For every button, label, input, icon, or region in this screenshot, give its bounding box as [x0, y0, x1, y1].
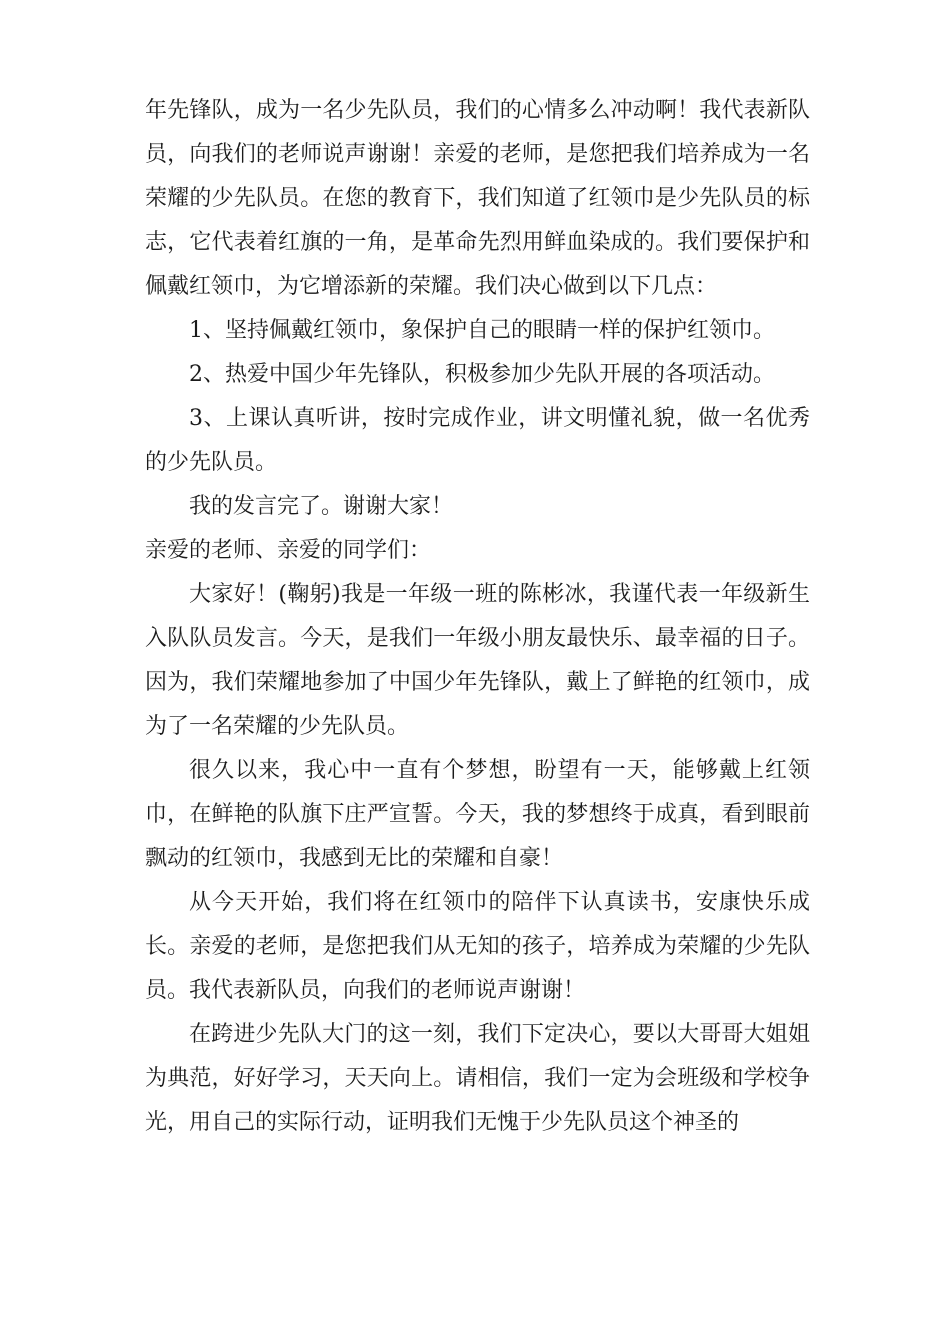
paragraph-greeting: 大家好！(鞠躬)我是一年级一班的陈彬冰，我谨代表一年级新生入队队员发言。今天，是我们一年级小朋友最快乐、最幸福的日子。因为，我们荣耀地参加了中国少年先锋队，戴上了鲜艳的红领巾，成为了一名荣耀的少先队员。	[145, 582, 810, 739]
document-page	[145, 89, 810, 1145]
paragraph-from-today: 从今天开始，我们将在红领巾的陪伴下认真读书，安康快乐成长。亲爱的老师，是您把我们从无知的孩子，培养成为荣耀的少先队员。我代表新队员，向我们的老师说声谢谢！	[145, 890, 810, 1003]
paragraph-dream: 很久以来，我心中一直有个梦想，盼望有一天，能够戴上红领巾，在鲜艳的队旗下庄严宣誓。今天，我的梦想终于成真，看到眼前飘动的红领巾，我感到无比的荣耀和自豪！	[145, 758, 810, 871]
paragraph-continuation: 年先锋队，成为一名少先队员，我们的心情多么冲动啊！我代表新队员，向我们的老师说声谢谢！亲爱的老师，是您把我们培养成为一名荣耀的少先队员。在您的教育下，我们知道了红领巾是少先队员的标志，它代表着红旗的一角，是革命先烈用鲜血染成的。我们要保护和佩戴红领巾，为它增添新的荣耀。我们决心做到以下几点：	[145, 98, 810, 299]
list-item-1: 1、坚持佩戴红领巾，象保护自己的眼睛一样的保护红领巾。	[189, 318, 775, 343]
list-item-3: 3、上课认真听讲，按时完成作业，讲文明懂礼貌，做一名优秀的少先队员。	[145, 406, 810, 475]
list-item-2: 2、热爱中国少年先锋队，积极参加少先队开展的各项活动。	[189, 362, 775, 387]
salutation: 亲爱的老师、亲爱的同学们：	[145, 538, 432, 563]
paragraph-resolution: 在跨进少先队大门的这一刻，我们下定决心，要以大哥哥大姐姐为典范，好好学习，天天向上。请相信，我们一定为会班级和学校争光，用自己的实际行动，证明我们无愧于少先队员这个神圣的	[145, 1022, 810, 1135]
closing-line: 我的发言完了。谢谢大家！	[189, 494, 454, 519]
